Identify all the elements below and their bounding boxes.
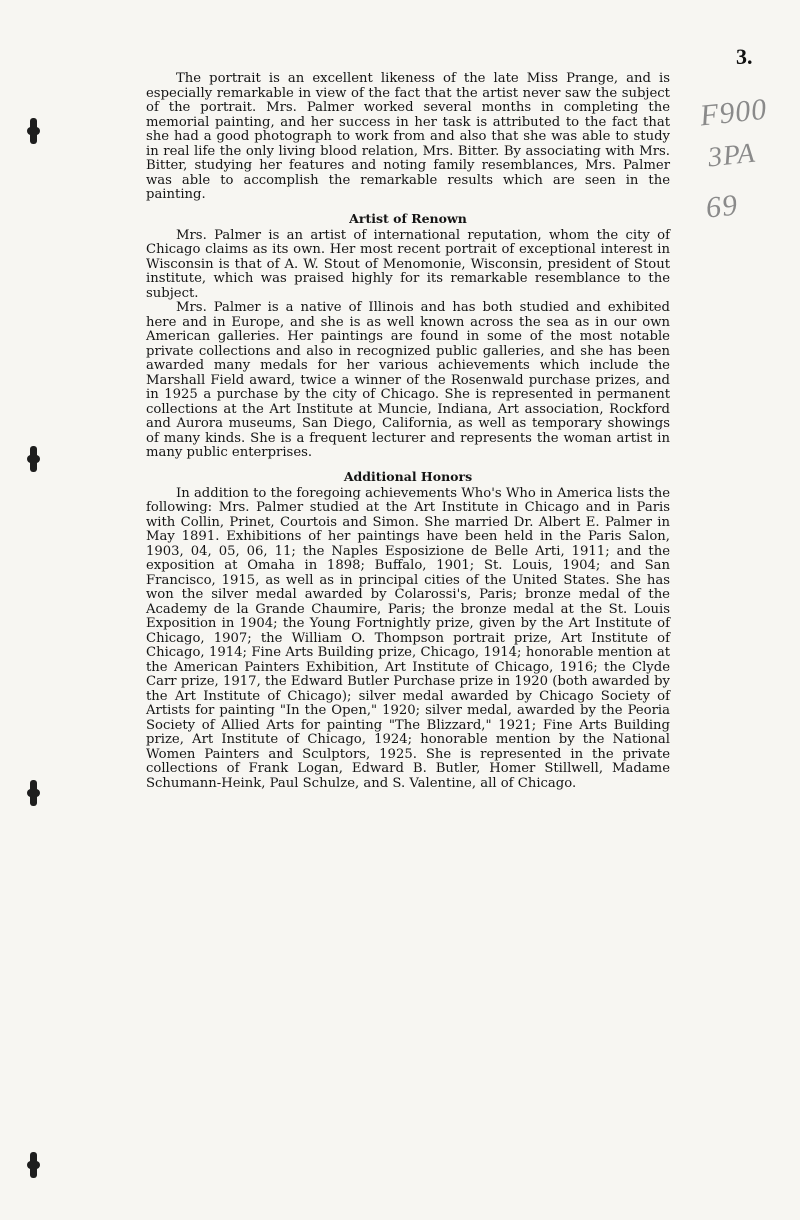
article-paragraph: In addition to the foregoing achievements Who's Who in America lists the following: Mrs. Palmer studied at the Art Institute in Chicago and in Paris with Collin, Prinet, Courtois and Simon. She married Dr. Albert E. Palmer in May 1891. Exhibitions of her paintings have been held in the Paris Salon, 1903, 04, 05, 06, 11; the Naples Esposizione de Belle Arti, 1911; and the exposition at Omaha in 1898; Buffalo, 1901; St. Louis, 1904; and San Francisco, 1915, as well as in principal cities of the United States. She has won the silver medal awarded by Colarossi's, Paris; bronze medal of the Academy de la Grande Chaumire, Paris; the bronze medal at the St. Louis Exposition in 1904; the Young Fortnightly prize, given by the Art Institute of Chicago, 1907; the William O. Thompson portrait prize, Art Institute of Chicago, 1914; Fine Arts Building prize, Chicago, 1914; honorable mention at the American Painters Exhibition, Art Institute of Chicago, 1916; the Clyde Carr prize, 1917, the Edward Butler Purchase prize in 1920 (both awarded by the Art Institute of Chicago); silver medal awarded by Chicago Society of Artists for painting "In the Open," 1920; silver medal, awarded by the Peoria Society of Allied Arts for painting "The Blizzard," 1921; Fine Arts Building prize, Art Institute of Chicago, 1924; honorable mention by the National Women Painters and Sculptors, 1925. She is represented in the private collections of Frank Logan, Edward B. Butler, Homer Stillwell, Madame Schumann-Heink, Paul Schulze, and S. Valentine, all of Chicago.: [146, 485, 670, 791]
section-heading: Artist of Renown: [349, 210, 467, 226]
handwritten-margin-note: 3PA: [706, 137, 758, 174]
section-heading: Additional Honors: [343, 468, 473, 484]
article-paragraph: The portrait is an excellent likeness of the late Miss Prange, and is especially remarkable in view of the fact that the artist never saw the subject of the portrait. Mrs. Palmer worked several months in completing the memorial painting, and her success in her task is attributed to the fact that she had a good photograph to work from and also that she was able to study in real life the only living blood relation, Mrs. Bitter. By associating with Mrs. Bitter, studying her features and noting family resemblances, Mrs. Palmer was able to accomplish the remarkable results which are seen in the painting.: [146, 71, 670, 202]
binder-hole-mark: [30, 1152, 37, 1178]
binder-hole-mark: [30, 118, 37, 144]
article-paragraph: Mrs. Palmer is a native of Illinois and has both studied and exhibited here and in Europe, and she is as well known across the sea as in our own American galleries. Her paintings are found in some of the most notable private collections and also in recognized public galleries, and she has been awarded many medals for her various achievements which include the Marshall Field award, twice a winner of the Rosenwald purchase prizes, and in 1925 a purchase by the city of Chicago. She is represented in permanent collections at the Art Institute at Muncie, Indiana, Art association, Rockford and Aurora museums, San Diego, California, as well as temporary showings of many kinds. She is a frequent lecturer and represents the woman artist in many public enterprises.: [146, 300, 670, 460]
page-number: 3.: [736, 44, 753, 69]
handwritten-margin-note: 69: [704, 188, 740, 225]
binder-hole-mark: [30, 446, 37, 472]
article-paragraph: Mrs. Palmer is an artist of international reputation, whom the city of Chicago claims as its own. Her most recent portrait of exceptional interest in Wisconsin is that of A. W. Stout of Menomonie, Wisconsin, president of Stout institute, which was praised highly for its remarkable resemblance to the subject.: [146, 227, 670, 301]
binder-hole-mark: [30, 780, 37, 806]
article-clipping: [146, 72, 670, 791]
handwritten-margin-note: F900: [698, 92, 769, 133]
